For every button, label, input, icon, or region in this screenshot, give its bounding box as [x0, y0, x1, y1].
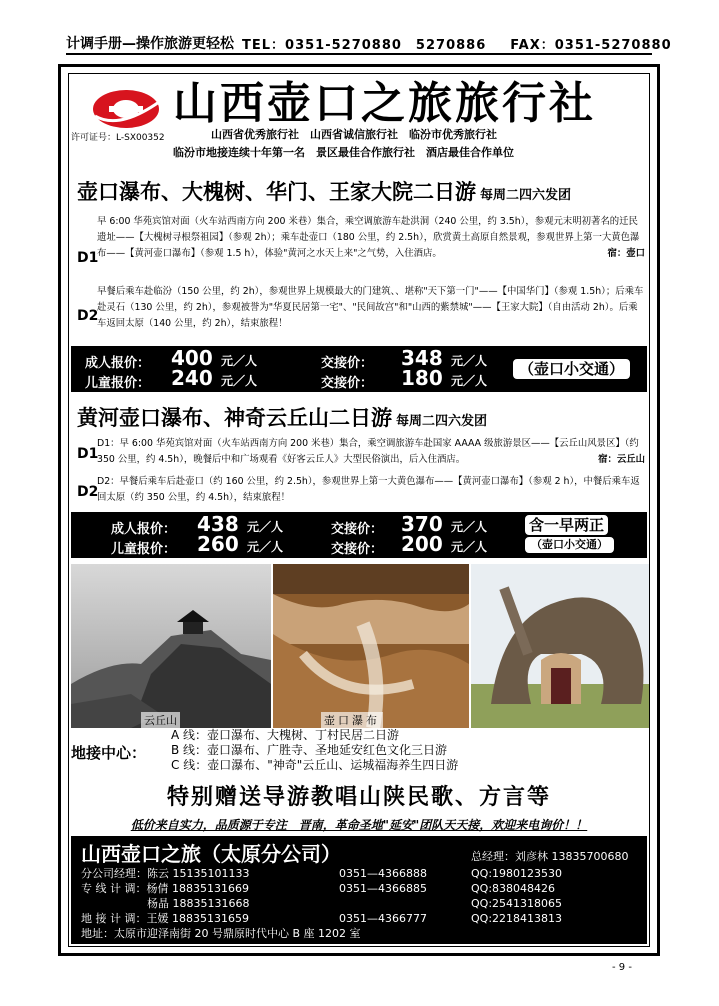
motto: 低价来自实力，品质源于专注 晋南，革命圣地"延安"团队天天接，欢迎来电询价！！ — [130, 818, 588, 832]
child-price-label: 儿童报价： — [85, 376, 151, 391]
local-reception-center — [71, 726, 647, 776]
route2-day2-text: D2：早餐后乘车后赴壶口（约 160 公里，约 2.5h），参观世界上第一大黄色瀑布——【黄河壶口瀑布】（参观 2 h），中餐后乘车返回太原（约 350 公里，约 4.5h），结束旅程！ — [97, 476, 640, 503]
route1-day2-text: 早餐后乘车赴临汾（150 公里，约 2h），参观世界上规模最大的门建筑、、堪称"天下第一门"——【中国华门】（参观 1.5h）；后乘车赴灵石（130 公里，约 2h），参观被誉为"华夏民居第一宅"、"民间故宫"和"山西的紫禁城"——【王家大院】（自由活动 2h）。后乘车返回太原（140 公里，约 2h），结束旅程！ — [97, 286, 644, 329]
adult-transfer-unit: 元／人 — [451, 354, 488, 368]
contact-qq-row: QQ:2541318065 — [471, 897, 563, 910]
route2-price-note: （壶口小交通） — [523, 535, 616, 555]
yunqiu-caption: 云丘山 — [141, 712, 180, 728]
child-price: 260 — [197, 532, 239, 556]
page-frame — [58, 64, 660, 956]
route1-name: 壶口瀑布、大槐树、华门、王家大院二日游 — [77, 180, 476, 204]
child-transfer-unit: 元／人 — [451, 540, 488, 554]
photo-hukou-waterfall — [273, 564, 469, 728]
contact-names — [81, 866, 249, 926]
child-price-unit: 元／人 — [221, 374, 258, 388]
local-center-heading: 地接中心： — [71, 744, 147, 762]
route1-day1-label: D1 — [77, 250, 99, 266]
adult-price-label: 成人报价： — [85, 356, 151, 371]
gift-banner: 特别赠送导游教唱山陕民歌、方言等 — [166, 785, 551, 810]
route2-title — [77, 402, 487, 432]
honors-line-1: 山西省优秀旅行社 山西省诚信旅行社 临汾市优秀旅行社 — [211, 128, 497, 141]
contact-name-row: 分公司经理：陈云 15135101133 — [81, 867, 250, 880]
branch-address: 地址：太原市迎泽南街 20 号鼎原时代中心 B 座 1202 室 — [81, 927, 361, 940]
child-transfer-price: 180 — [401, 366, 443, 390]
general-manager: 总经理：刘彦林 13835700680 — [471, 850, 629, 863]
fax: FAX：0351-5270880 — [510, 38, 672, 53]
adult-transfer-unit: 元／人 — [451, 520, 488, 534]
route1-title — [77, 176, 571, 206]
top-contact-bar — [66, 33, 672, 55]
adult-price-unit: 元／人 — [221, 354, 258, 368]
adult-transfer-price: 348 — [401, 346, 443, 370]
contact-qq-row: QQ:2218413813 — [471, 912, 563, 925]
contact-phone-row: 0351—4366885 — [339, 882, 427, 895]
branch-name: 山西壶口之旅（太原分公司） — [81, 842, 341, 866]
branch-office-panel — [71, 836, 647, 944]
adult-price: 438 — [197, 512, 239, 536]
adult-transfer-label: 交接价： — [321, 356, 374, 371]
contact-phone-row — [339, 896, 427, 911]
child-transfer-unit: 元／人 — [451, 374, 488, 388]
mountain-pavilion-image — [71, 564, 271, 728]
line-c: C 线：壶口瀑布、"神奇"云丘山、运城福海养生四日游 — [171, 758, 459, 772]
line-a: A 线：壶口瀑布、大槐树、丁村民居二日游 — [171, 728, 400, 742]
route2-departure: 每周二四六发团 — [396, 414, 488, 429]
photo-ancient-tree — [471, 564, 649, 728]
adult-transfer-price: 370 — [401, 512, 443, 536]
route2-day2-label: D2 — [77, 484, 99, 500]
route2-day1-label: D1 — [77, 446, 99, 462]
route1-day1-stay: 宿：壶口 — [607, 248, 645, 259]
license-number: 许可证号：L-SX00352 — [71, 133, 165, 143]
route2-meal-note: 含一早两正 — [523, 513, 610, 537]
route1-price-note: （壶口小交通） — [511, 357, 632, 381]
child-price-unit: 元／人 — [247, 540, 284, 554]
contact-phone-row: 0351—4366777 — [339, 912, 427, 925]
waterfall-caption: 壶口瀑布 — [321, 712, 383, 728]
contact-qq-row: QQ:838048426 — [471, 882, 556, 895]
adult-transfer-label: 交接价： — [331, 522, 384, 537]
photo-yunqiu-mountain — [71, 564, 271, 728]
contact-name-row: 地 接 计 调：王媛 18835131659 — [81, 912, 249, 925]
company-name: 山西壶口之旅旅行社 — [173, 78, 596, 129]
ancient-tree-image — [471, 564, 649, 728]
line-b: B 线：壶口瀑布、广胜寺、圣地延安红色文化三日游 — [171, 743, 448, 757]
child-transfer-price: 200 — [401, 532, 443, 556]
slogan: 计调手册—操作旅游更轻松 — [66, 36, 234, 52]
contact-phone-row: 0351—4366888 — [339, 867, 427, 880]
route2-day1-text: D1：早 6:00 华苑宾馆对面（火车站西南方向 200 米巷）集合，乘空调旅游车赴国家 AAAA 级旅游景区——【云丘山风景区】（约 350 公里，约 4.5h），晚餐后中和广场观看《好客云丘人》大型民俗演出，后入住酒店。 宿：云丘山 — [97, 436, 645, 468]
adult-price-label: 成人报价： — [111, 522, 177, 537]
contact-name-row: 专 线 计 调：杨倩 18835131669 — [81, 882, 249, 895]
adult-price: 400 — [171, 346, 213, 370]
page-number: - 9 - — [612, 962, 632, 973]
telephone: TEL：0351-5270880 5270886 — [242, 38, 487, 53]
contact-qq-row: QQ:1980123530 — [471, 867, 563, 880]
child-price: 240 — [171, 366, 213, 390]
child-price-label: 儿童报价： — [111, 542, 177, 557]
contact-qqs — [471, 866, 562, 926]
route2-price-panel — [71, 512, 647, 558]
adult-price-unit: 元／人 — [247, 520, 284, 534]
honors-line-2: 临汾市地接连续十年第一名 景区最佳合作旅行社 酒店最佳合作单位 — [173, 146, 514, 159]
route1-day1-text: 早 6:00 华苑宾馆对面（火车站西南方向 200 米巷）集合，乘空调旅游车赴洪洞（240 公里，约 3.5h），参观元末明初著名的迁民遗址——【大槐树寻根祭祖园】（参观 2h）；乘车赴壶口（180 公里，约 2.5h），欣赏黄土高原自然景观，参观世界上第一大黄色瀑布——【黄河壶口瀑布】（参观 1.5 h），体验"黄河之水天上来"之气势，入住酒店。 宿：壶口 — [97, 214, 645, 262]
route1-departure: 每周二四六发团 — [480, 188, 572, 203]
company-header — [69, 74, 649, 166]
child-transfer-label: 交接价： — [321, 376, 374, 391]
page-inner — [68, 73, 650, 947]
waterfall-image — [273, 564, 469, 728]
route1-day2-label: D2 — [77, 308, 99, 324]
local-center-lines — [171, 728, 458, 773]
route1-price-panel — [71, 346, 647, 392]
route2-name: 黄河壶口瀑布、神奇云丘山二日游 — [77, 406, 392, 430]
route2-day1-stay: 宿：云丘山 — [598, 454, 645, 465]
contact-phones — [339, 866, 427, 926]
contact-name-row: 杨晶 18835131668 — [81, 897, 250, 910]
child-transfer-label: 交接价： — [331, 542, 384, 557]
company-logo-icon — [89, 86, 163, 132]
